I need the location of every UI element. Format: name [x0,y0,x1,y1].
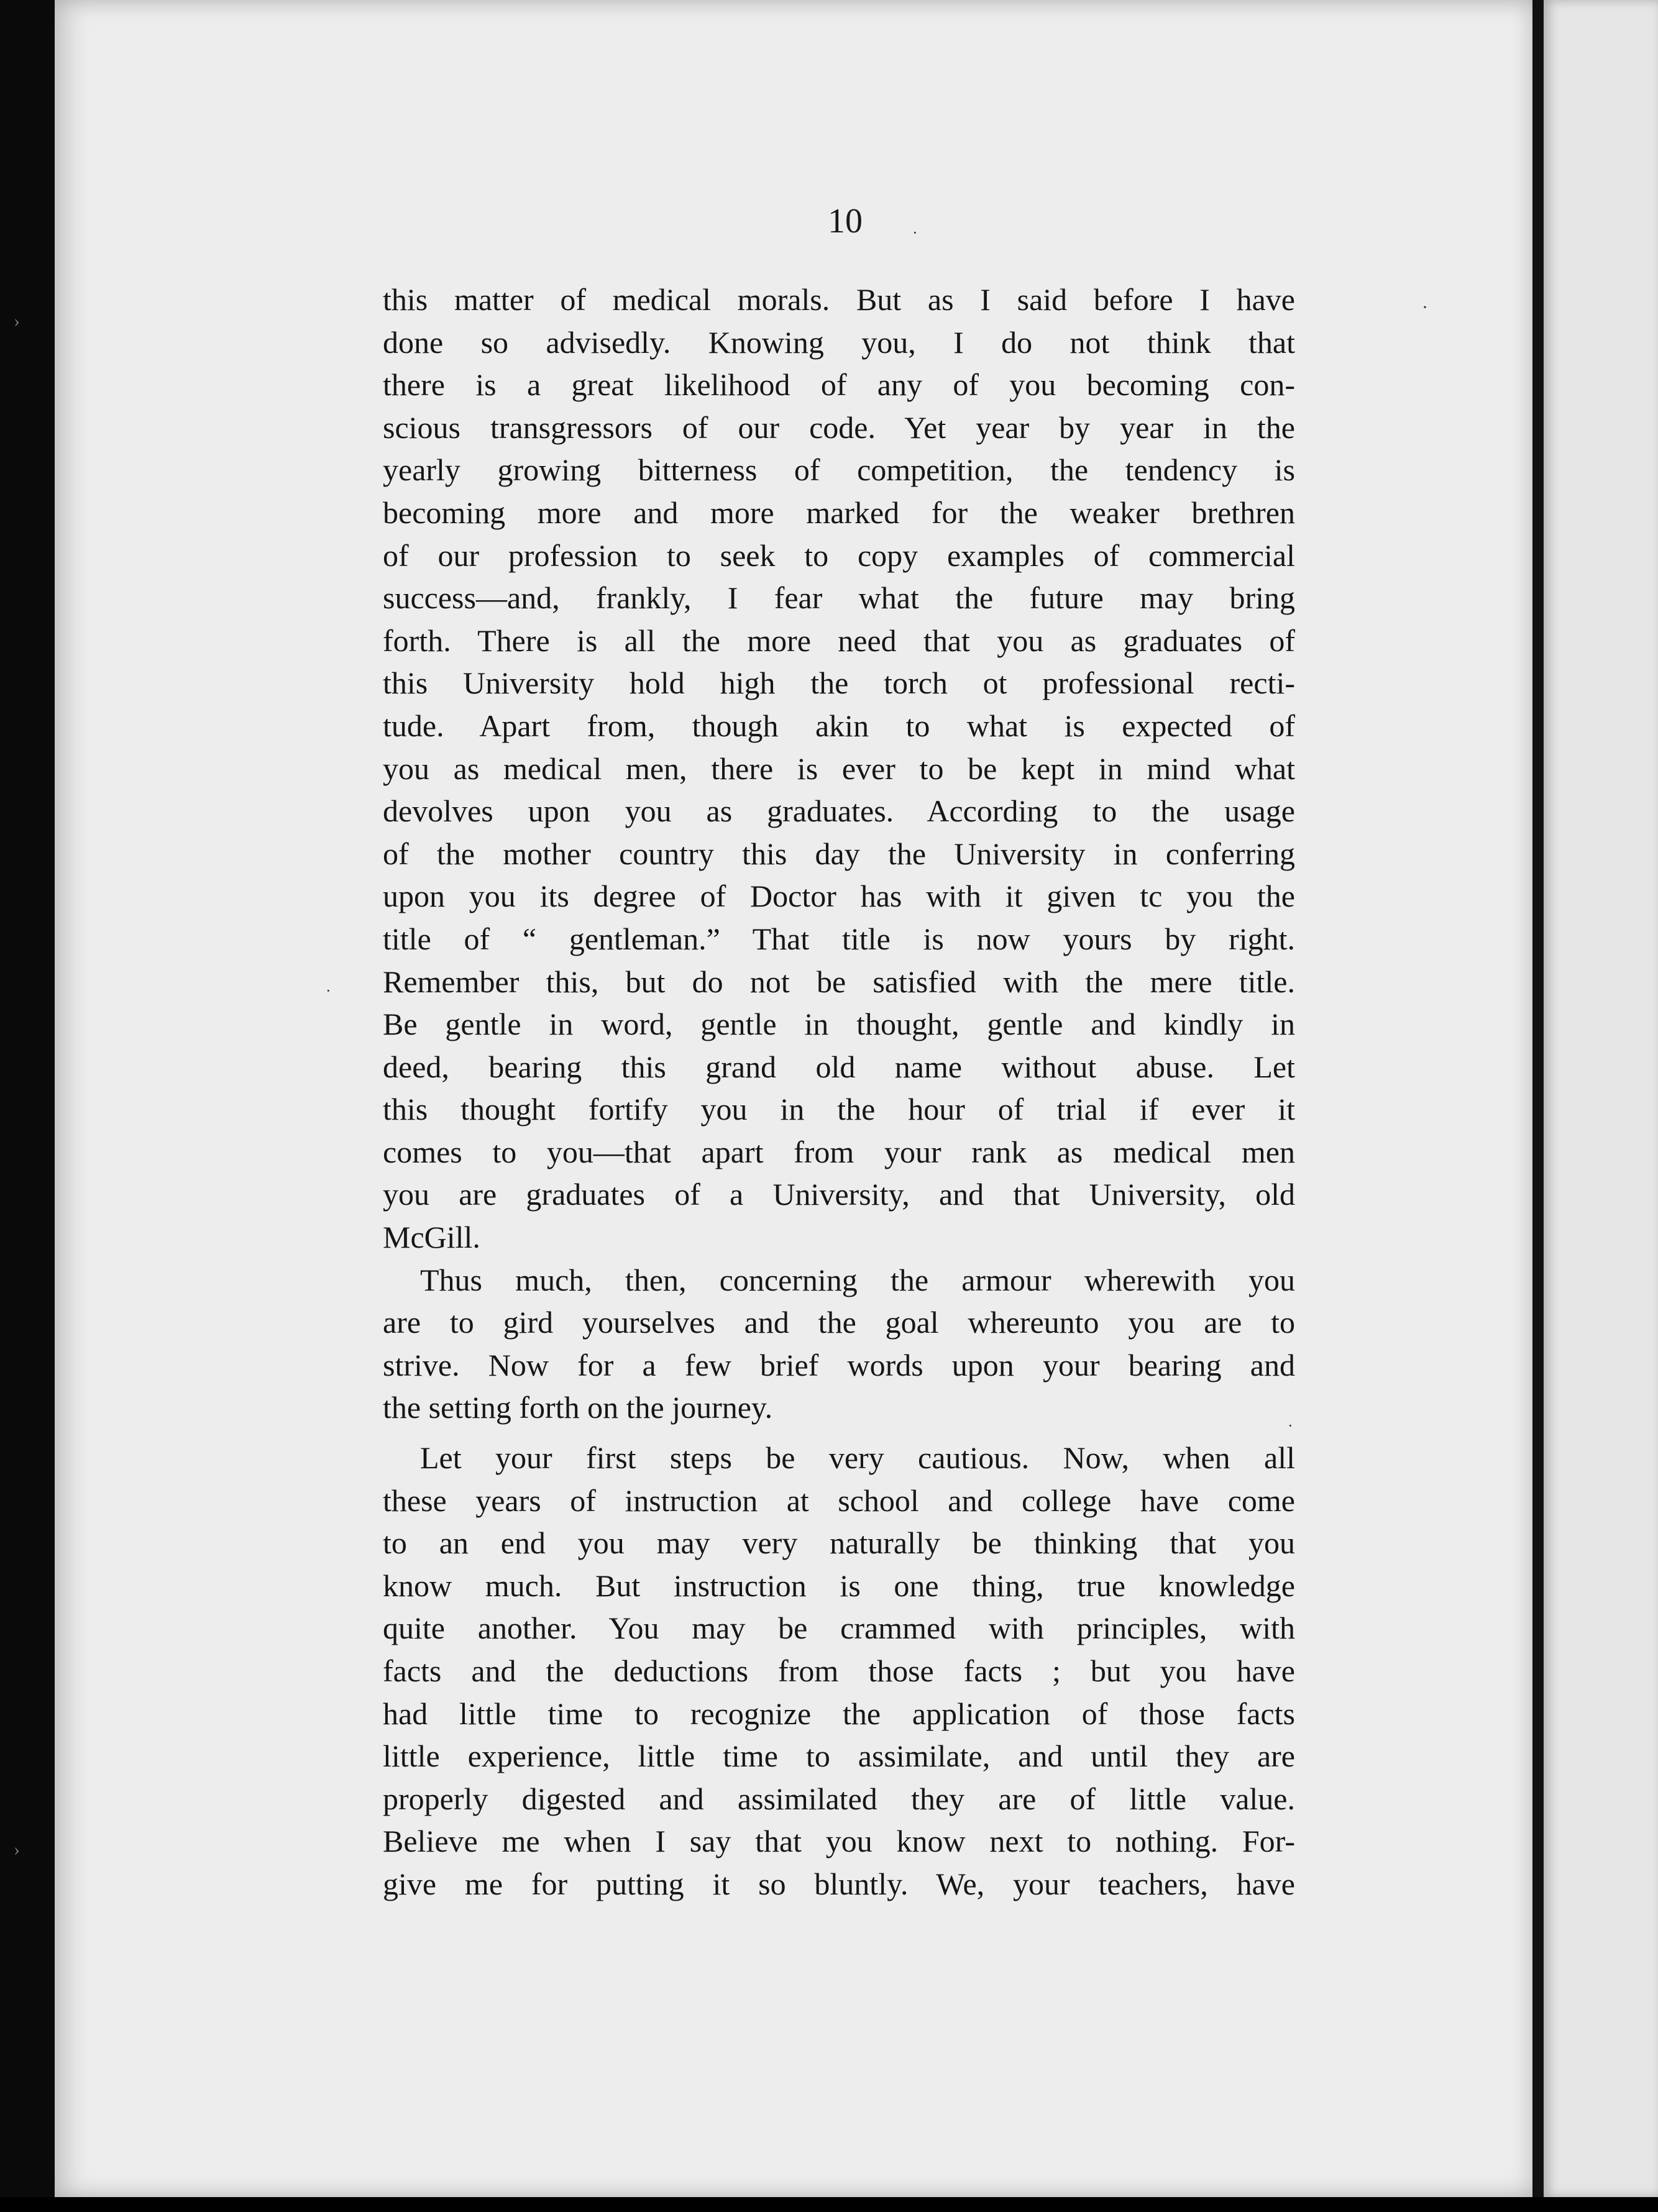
text-line: Remember this, but do not be satisfied with the mere title. [383,964,1295,999]
margin-speck: · [1422,297,1428,318]
text-line: forth. There is all the more need that you as graduates of [383,623,1295,658]
text-line: little experience, little time to assimilate, and until they are [383,1739,1295,1774]
text-line: Thus much, then, concerning the armour wherewith you [420,1262,1295,1297]
text-line: the setting forth on the journey. [383,1390,773,1425]
text-line: comes to you—that apart from your rank as medical men [383,1134,1295,1169]
text-line: give me for putting it so bluntly. We, your teachers, have [383,1866,1295,1901]
text-line: Let your first steps be very cautious. Now, when all [420,1440,1295,1476]
text-line: deed, bearing this grand old name without abuse. Let [383,1049,1295,1084]
text-line: Be gentle in word, gentle in thought, gentle and kindly in [383,1007,1295,1042]
margin-speck: · [912,224,918,242]
text-line: scious transgressors of our code. Yet year by year in the [383,409,1295,445]
paragraph [383,278,1295,1259]
text-line: becoming more and more marked for the weaker brethren [383,495,1295,530]
text-line: there is a great likelihood of any of you becoming con- [383,367,1295,403]
text-line: yearly growing bitterness of competition, the tendency is [383,452,1295,488]
scan-border [0,2197,1658,2212]
paragraph [383,1437,1295,1906]
text-line: these years of instruction at school and college have come [383,1483,1295,1518]
text-line: are to gird yourselves and the goal whereunto you are to [383,1305,1295,1340]
text-line: had little time to recognize the application of those facts [383,1696,1295,1731]
text-line: done so advisedly. Knowing you, I do not think that [383,324,1295,360]
body-text [383,278,1295,1906]
text-line: this thought fortify you in the hour of trial if ever it [383,1092,1295,1127]
page-number: 10 [828,202,863,240]
text-line: devolves upon you as graduates. According to the usage [383,793,1295,829]
text-line: success—and, frankly, I fear what the future may bring [383,580,1295,616]
text-line: properly digested and assimilated they are of little value. [383,1781,1295,1816]
text-line: upon you its degree of Doctor has with it given tc you the [383,879,1295,914]
text-line: this matter of medical morals. But as I said before I have [383,282,1295,317]
text-line: of the mother country this day the University in conferring [383,836,1295,871]
text-line: of our profession to seek to copy examples of commercial [383,537,1295,573]
margin-speck: · [1288,1417,1293,1435]
text-line: this University hold high the torch ot professional recti- [383,665,1295,701]
text-line: tude. Apart from, though akin to what is expected of [383,708,1295,743]
text-line: to an end you may very naturally be thinking that you [383,1525,1295,1561]
margin-speck: › [14,1839,20,1860]
text-line: know much. But instruction is one thing, true knowledge [383,1568,1295,1603]
text-line: title of “ gentleman.” That title is now yours by right. [383,921,1295,956]
text-line: strive. Now for a few brief words upon your bearing and [383,1347,1295,1382]
adjacent-page-edge [1544,0,1658,2197]
margin-speck: · [326,982,331,1000]
page-gutter [1532,0,1544,2197]
text-line: you as medical men, there is ever to be kept in mind what [383,751,1295,786]
paragraph [383,1259,1295,1429]
text-line: you are graduates of a University, and that University, old [383,1177,1295,1212]
text-line: Believe me when I say that you know next to nothing. For- [383,1824,1295,1859]
text-line: facts and the deductions from those facts ; but you have [383,1653,1295,1688]
margin-speck: › [14,311,20,331]
text-line: McGill. [383,1220,480,1255]
text-line: quite another. You may be crammed with principles, with [383,1611,1295,1646]
